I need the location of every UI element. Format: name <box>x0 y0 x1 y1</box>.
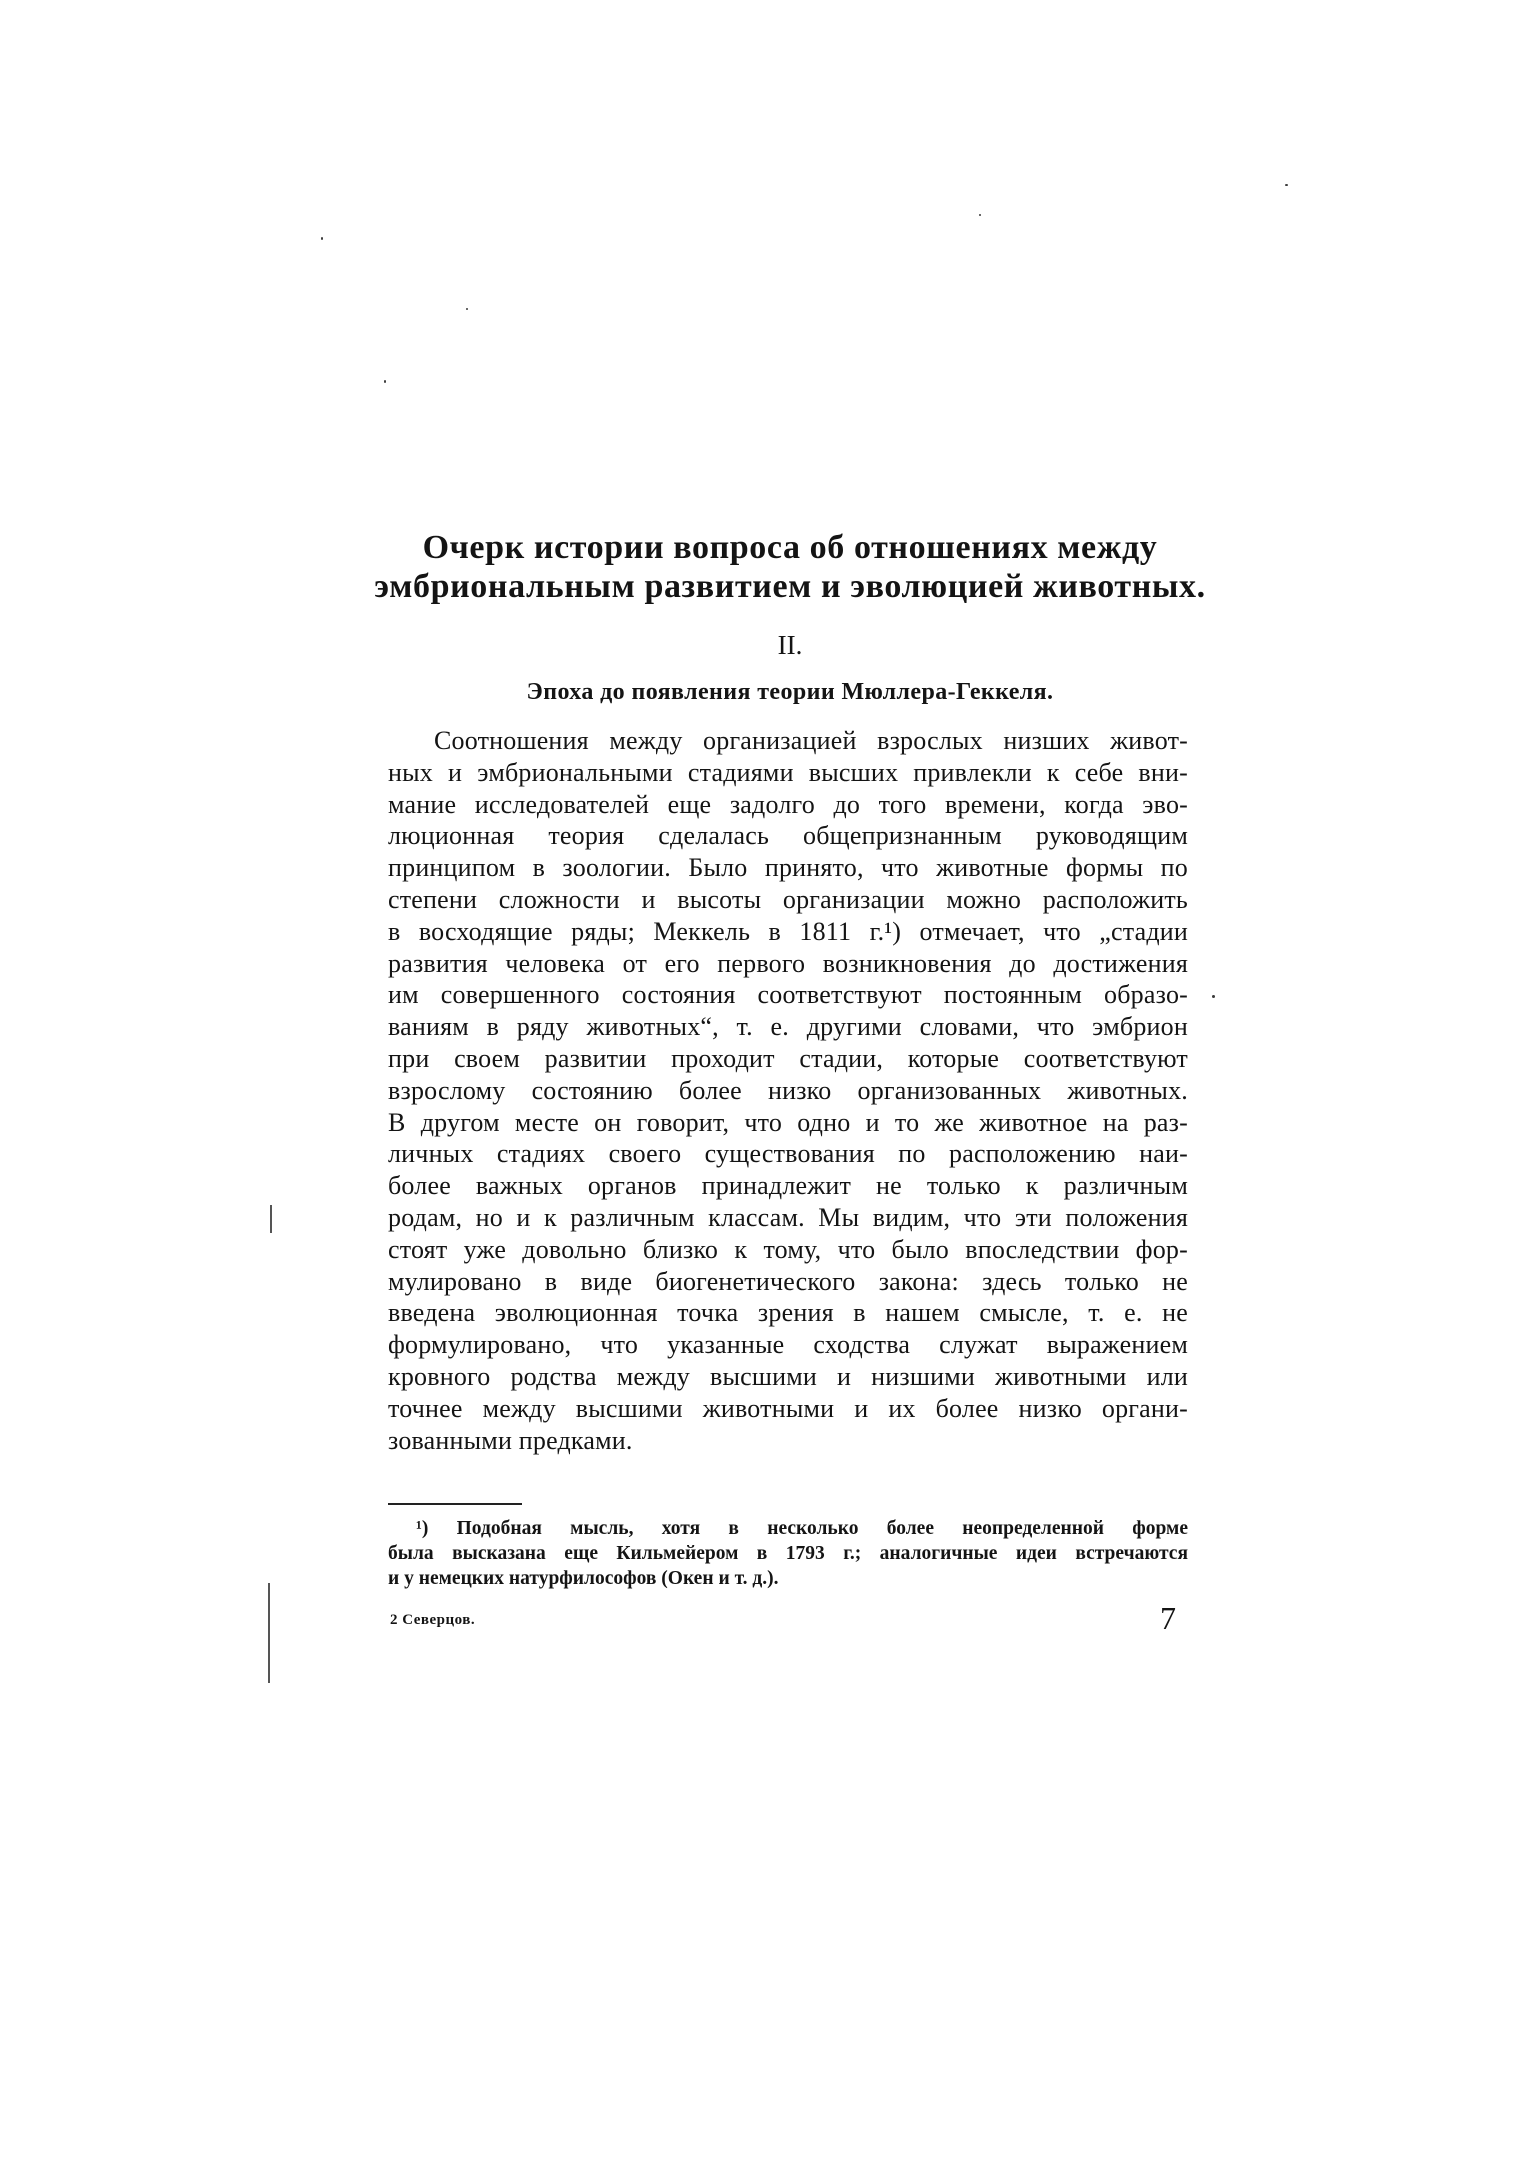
body-line: мулировано в виде биогенетического закона: здесь только не <box>388 1266 1188 1296</box>
scan-speck <box>1212 995 1215 998</box>
body-line: в восходящие ряды; Меккель в 1811 г.¹) отмечает, что „стадии <box>388 916 1188 946</box>
body-line: формулировано, что указанные сходства служат выражением <box>388 1330 1188 1360</box>
body-line: люционная теория сделалась общепризнанным руководящим <box>388 821 1188 851</box>
body-line: развития человека от его первого возникновения до достижения <box>388 948 1188 978</box>
body-line: кровного родства между высшими и низшими животными или <box>388 1361 1188 1391</box>
printer-signature: 2 Северцов. <box>390 1612 476 1628</box>
title-line: Очерк истории вопроса об отношениях между <box>422 529 1158 566</box>
scan-speck <box>321 237 323 240</box>
body-line: при своем развитии проходит стадии, которые соответствуют <box>388 1043 1188 1073</box>
body-line: личных стадиях своего существования по расположению наи- <box>388 1139 1188 1169</box>
section-number: II. <box>777 630 803 660</box>
body-line: Соотношения между организацией взрослых низших живот- <box>434 726 1188 755</box>
footnote-line: ¹) Подобная мысль, хотя в несколько более неопределенной форме <box>416 1518 1188 1539</box>
body-line: точнее между высшими животными и их более низко органи- <box>388 1393 1188 1423</box>
footnote-divider <box>388 1503 522 1505</box>
body-line: родам, но и к различным классам. Мы видим, что эти положения <box>388 1202 1188 1232</box>
body-line: зованными предками. <box>388 1425 633 1455</box>
scan-speck <box>979 214 981 216</box>
footnote-line: и у немецких натурфилософов (Окен и т. д.). <box>388 1568 779 1589</box>
body-line: им совершенного состояния соответствуют постоянным образо- <box>388 980 1188 1010</box>
body-line: принципом в зоологии. Было принято, что животные формы по <box>388 853 1188 883</box>
body-line: введена эволюционная точка зрения в нашем смысле, т. е. не <box>388 1298 1188 1328</box>
body-line: ных и эмбриональными стадиями высших привлекли к себе вни- <box>388 757 1188 787</box>
body-line: степени сложности и высоты организации можно расположить <box>388 884 1188 914</box>
footnote <box>388 1516 1188 1591</box>
body-line: более важных органов принадлежит не только к различным <box>388 1171 1188 1201</box>
document-title <box>360 528 1220 606</box>
body-line: стоят уже довольно близко к тому, что было впоследствии фор- <box>388 1234 1188 1264</box>
scan-edge-mark <box>268 1583 270 1683</box>
body-line: В другом месте он говорит, что одно и то же животное на раз- <box>388 1107 1188 1137</box>
body-line: мание исследователей еще задолго до того времени, когда эво- <box>388 789 1188 819</box>
scan-edge-mark <box>270 1205 272 1233</box>
scan-speck <box>1285 184 1288 186</box>
title-line: эмбриональным развитием и эволюцией животных. <box>374 568 1206 605</box>
footnote-line: была высказана еще Кильмейером в 1793 г.; аналогичные идеи встречаются <box>388 1543 1188 1564</box>
section-subtitle: Эпоха до появления теории Мюллера-Геккеля. <box>526 679 1054 705</box>
scan-speck <box>384 380 386 383</box>
body-line: взрослому состоянию более низко организованных животных. <box>388 1075 1188 1105</box>
scan-speck <box>466 308 468 310</box>
body-line: ваниям в ряду животных“, т. е. другими словами, что эмбрион <box>388 1012 1188 1042</box>
body-paragraph <box>388 725 1188 1456</box>
page-number: 7 <box>1160 1600 1176 1636</box>
